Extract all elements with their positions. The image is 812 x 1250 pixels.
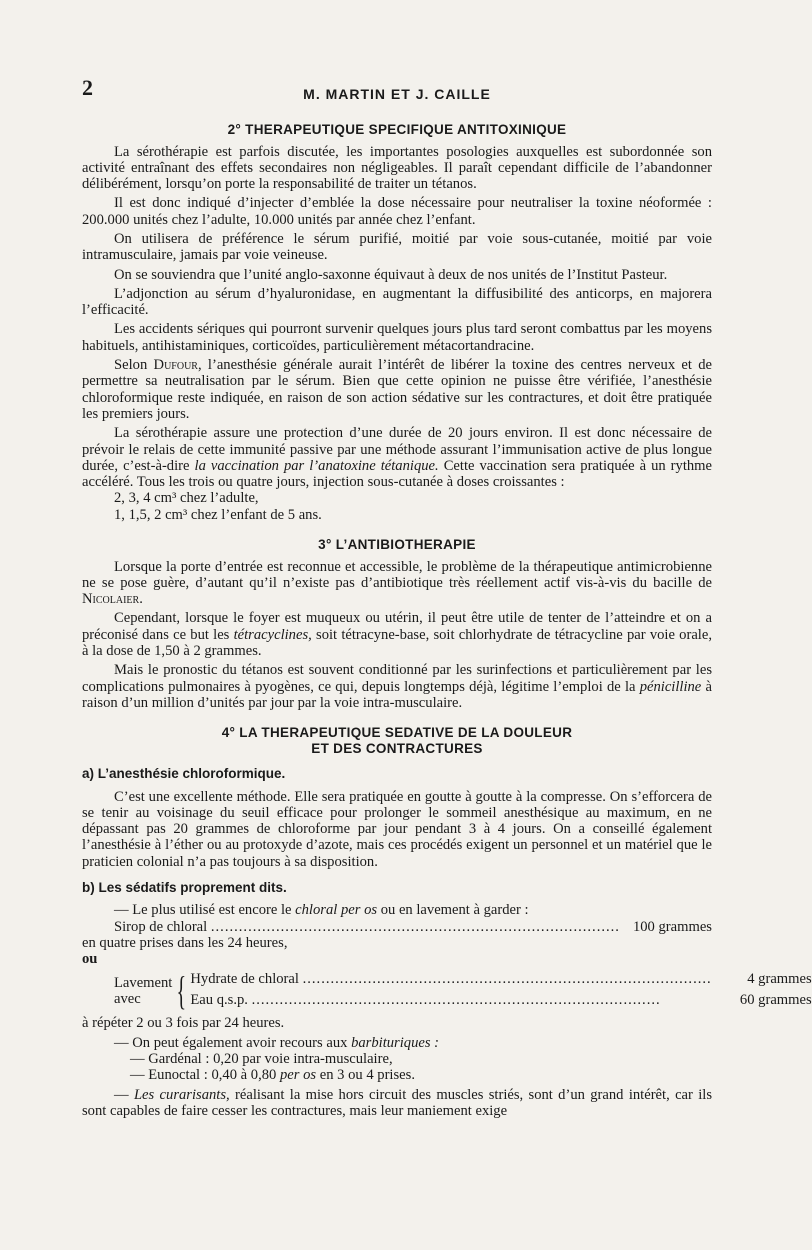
paragraph: C’est une excellente méthode. Elle sera pratiquée en goutte à goutte à la compresse. On s’efforcera de se tenir au voisinage du seuil efficace pour prolonger le sommeil anesthésique au maximum, en ne dépassant pas 20 grammes de chloroforme par jour pendant 3 à 4 jours. On a conseillé également l’anesthésie à l’éther ou au protoxyde d’azote, mais ces procédés exigent un personnel et un matériel que le praticien colonial n’a pas toujours à sa disposition.	[82, 788, 712, 870]
header-authors: M. MARTIN ET J. CAILLE	[303, 86, 491, 102]
section-4-title	[82, 725, 712, 756]
page-number: 2	[82, 75, 93, 100]
section-2-title: 2° THERAPEUTIQUE SPECIFIQUE ANTITOXINIQUE	[227, 122, 567, 137]
lavement-block	[82, 968, 812, 1014]
paragraph	[82, 902, 712, 918]
italic-run: chloral per os	[295, 902, 378, 919]
paragraph	[82, 610, 712, 659]
text-run: La sérothérapie assure une protection d’une durée de 20 jours environ. Il est donc nécessaire de prévoir le relais de cette immunité passive par une méthode assurant l’immunisation active de plus longue durée, c’est-à-dire	[82, 425, 712, 474]
recipe-quantity: 60 grammes	[739, 991, 812, 1008]
running-head	[82, 75, 712, 108]
dot-leader: ........................................................................................	[302, 971, 712, 988]
paragraph	[82, 559, 712, 608]
subsection-a-heading: a) L’anesthésie chloroformique.	[82, 766, 286, 782]
or-word: ou	[82, 951, 98, 968]
paragraph	[82, 1035, 712, 1051]
paragraph	[82, 662, 712, 711]
text-run: Selon	[114, 357, 154, 374]
italic-run: Les curarisants,	[133, 1086, 230, 1103]
title-line: ET DES CONTRACTURES	[311, 740, 483, 756]
italic-run: pénicilline	[639, 678, 702, 695]
text-run: en 3 ou 4 prises.	[316, 1067, 415, 1084]
paragraph: On se souviendra que l’unité anglo-saxonne équivaut à deux de nos unités de l’Institut Pasteur.	[114, 266, 668, 283]
paragraph: L’adjonction au sérum d’hyaluronidase, en augmentant la diffusibilité des anticorps, en majorera l’efficacité.	[82, 285, 712, 319]
list-item	[82, 1067, 712, 1083]
text-run: ou en lavement à garder :	[377, 902, 529, 919]
recipe-line-hydrate	[190, 971, 811, 987]
dose-line: 1, 1,5, 2 cm³ chez l’enfant de 5 ans.	[114, 506, 322, 523]
text-run: Cette vaccination sera pratiquée à un rythme accéléré. Tous les trois ou quatre jours, injection sous-cutanée à doses croissantes :	[82, 457, 713, 491]
recipe-note: en quatre prises dans les 24 heures,	[82, 934, 288, 951]
text-run: —	[114, 1086, 134, 1103]
recipe-note: à répéter 2 ou 3 fois par 24 heures.	[82, 1015, 285, 1032]
title-line: 4° LA THERAPEUTIQUE SEDATIVE DE LA DOULEUR	[221, 725, 573, 741]
recipe-name	[190, 971, 711, 987]
recipe-name	[190, 992, 711, 1008]
paragraph	[82, 357, 712, 422]
dot-leader: ........................................................................................	[251, 991, 661, 1008]
text-run: Mais le pronostic du tétanos est souvent conditionné par les surinfections et particulièrement par les complications pulmonaires à pyogènes, ce qui, depuis longtemps déjà, légitime l’emploi de la	[82, 662, 712, 695]
text-run: Lorsque la porte d’entrée est reconnue et accessible, le problème de la thérapeutique antimicrobienne ne se pose guère, d’autant qu’il n’existe pas d’antibiotique très réellement actif vis-à-vis du bacille de	[82, 558, 712, 591]
recipe-label: Sirop de chloral	[114, 918, 208, 935]
recipe-label: Hydrate de chloral	[190, 971, 299, 988]
list-item: — Gardénal : 0,20 par voie intra-musculaire,	[130, 1051, 393, 1068]
italic-run: per os	[279, 1067, 317, 1084]
dose-line: 2, 3, 4 cm³ chez l’adulte,	[114, 490, 259, 507]
author-name: Dufour	[153, 357, 198, 374]
recipe-line-sirop	[82, 919, 712, 935]
dot-leader: ........................................................................................	[210, 918, 620, 935]
text-run: — Le plus utilisé est encore le	[114, 902, 296, 919]
paragraph	[82, 1087, 712, 1120]
paragraph: On utilisera de préférence le sérum purifié, moitié par voie sous-cutanée, moitié par voie intramusculaire, jamais par voie veineuse.	[82, 230, 712, 264]
paragraph: La sérothérapie est parfois discutée, les importantes posologies auxquelles est subordonnée son activité entraînant des effets secondaires non négligeables. Il paraît cependant difficile de l’abandonner délibérément, lorsqu’on porte la responsabilité de traiter un tétanos.	[82, 143, 712, 193]
paragraph: Il est donc indiqué d’injecter d’emblée la dose nécessaire pour neutraliser la toxine néoformée : 200.000 unités chez l’adulte, 10.000 unités par année chez l’enfant.	[82, 195, 712, 228]
recipe-quantity: 100 grammes	[632, 918, 712, 935]
italic-run: la vaccination par l’anatoxine tétanique.	[194, 457, 439, 474]
subsection-b-heading: b) Les sédatifs proprement dits.	[82, 879, 287, 895]
author-name: Nicolaier	[82, 591, 140, 608]
lavement-label: Lavement avec	[114, 975, 173, 1008]
section-3-title: 3° L’ANTIBIOTHERAPIE	[318, 537, 476, 553]
paragraph: Les accidents sériques qui pourront survenir quelques jours plus tard seront combattus par les moyens habituels, antihistaminiques, corticoïdes, particulièrement métacortandracine.	[82, 321, 712, 354]
recipe-label: Eau q.s.p.	[190, 991, 248, 1008]
text-run: .	[139, 591, 143, 608]
recipe-line-eau	[190, 992, 811, 1008]
text-run: — On peut également avoir recours aux	[114, 1034, 352, 1051]
text-run: réalisant la mise hors circuit des muscles striés, sont d’un grand intérêt, car ils sont capables de faire cesser les contractures, mais leur maniement exige	[82, 1086, 713, 1119]
document-page	[82, 75, 812, 1119]
italic-run: tétracyclines,	[233, 626, 312, 643]
text-run: à raison d’un million d’unités par jour par la voie intra-musculaire.	[82, 678, 712, 711]
text-run: , l’anesthésie générale aurait l’intérêt de libérer la toxine des centres nerveux et de permettre sa neutralisation par le sérum. Bien que cette opinion ne puisse être vérifiée, l’anesthésie chloroformique reste indiquée, en raison de son action sédative sur les contractures, et doit être pratiquée les premiers jours.	[82, 357, 712, 422]
paragraph	[82, 425, 712, 490]
brace-icon: {	[176, 968, 187, 1014]
recipe-quantity: 4 grammes	[747, 971, 812, 988]
text-run: soit tétracyne-base, soit chlorhydrate de tétracycline par voie orale, à la dose de 1,50 à 2 grammes.	[82, 626, 712, 660]
recipe-name	[82, 919, 620, 935]
lavement-items	[190, 971, 811, 1011]
text-run: Cependant, lorsque le foyer est muqueux ou utérin, il peut être utile de tenter de l’atteindre et on a préconisé dans ce but les	[82, 610, 712, 643]
text-run: — Eunoctal : 0,40 à 0,80	[130, 1067, 280, 1084]
italic-run: barbituriques :	[351, 1034, 440, 1051]
